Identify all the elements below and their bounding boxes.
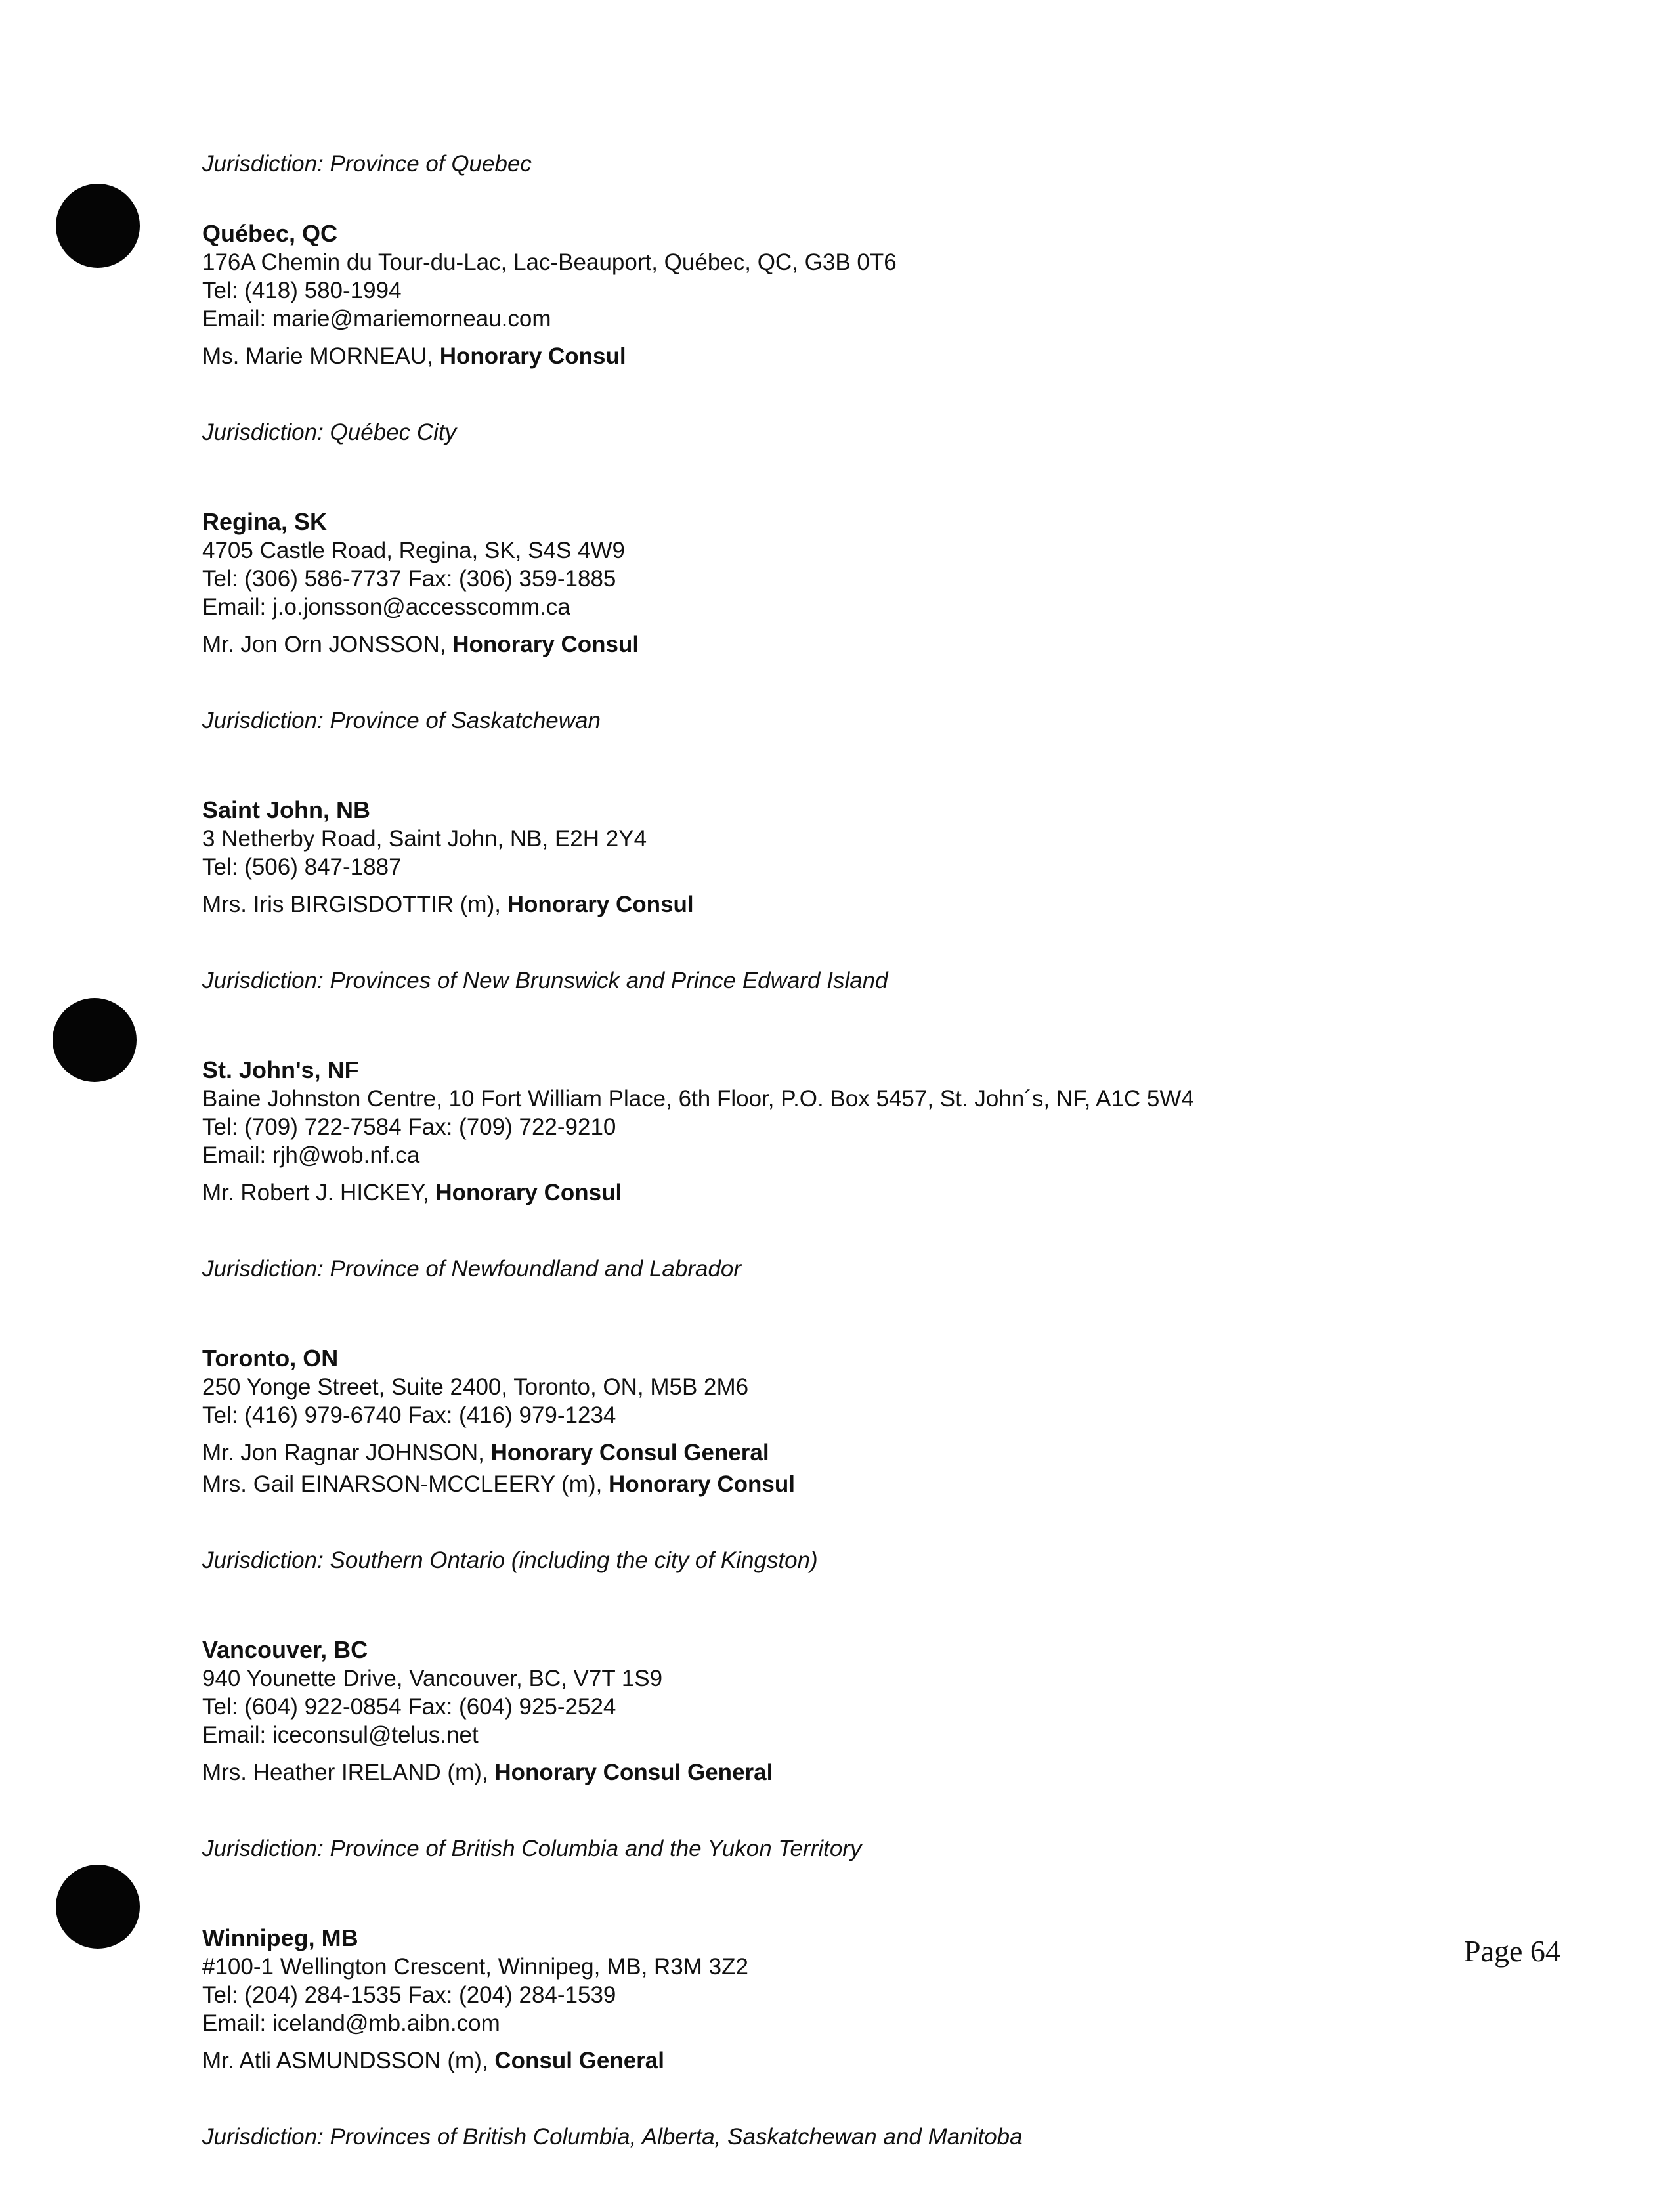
consulate-entry xyxy=(202,1636,1515,1787)
consul-person xyxy=(202,1758,1515,1787)
person-role: Honorary Consul xyxy=(507,892,694,917)
consulate-list xyxy=(202,150,1515,2212)
email: Email: j.o.jonsson@accesscomm.ca xyxy=(202,594,570,620)
consul-person xyxy=(202,1439,1515,1467)
jurisdiction: Jurisdiction: Province of British Columbia and the Yukon Territory xyxy=(202,1836,862,1861)
person-role: Honorary Consul General xyxy=(490,1440,769,1465)
person-role: Consul General xyxy=(494,2048,664,2073)
city-heading: Vancouver, BC xyxy=(202,1636,368,1663)
person-name: Mrs. Heather IRELAND (m), xyxy=(202,1760,495,1785)
city-heading: Saint John, NB xyxy=(202,796,371,823)
punch-hole xyxy=(56,1865,140,1949)
consul-person xyxy=(202,890,1515,919)
phone: Tel: (416) 979-6740 Fax: (416) 979-1234 xyxy=(202,1402,616,1428)
address: 4705 Castle Road, Regina, SK, S4S 4W9 xyxy=(202,538,625,563)
email: Email: iceconsul@telus.net xyxy=(202,1722,479,1748)
person-name: Mr. Atli ASMUNDSSON (m), xyxy=(202,2048,495,2073)
consul-person xyxy=(202,1179,1515,1207)
phone: Tel: (204) 284-1535 Fax: (204) 284-1539 xyxy=(202,1982,616,2008)
city-heading: Regina, SK xyxy=(202,508,328,535)
consulate-entry xyxy=(202,796,1515,919)
person-name: Ms. Marie MORNEAU, xyxy=(202,343,440,369)
consulate-entry xyxy=(202,1056,1515,1207)
email: Email: marie@mariemorneau.com xyxy=(202,306,551,332)
city-heading: Winnipeg, MB xyxy=(202,1924,358,1951)
person-name: Mr. Robert J. HICKEY, xyxy=(202,1180,436,1205)
person-name: Mrs. Gail EINARSON-MCCLEERY (m), xyxy=(202,1471,609,1497)
phone: Tel: (604) 922-0854 Fax: (604) 925-2524 xyxy=(202,1694,616,1720)
address: 250 Yonge Street, Suite 2400, Toronto, ON, M5B 2M6 xyxy=(202,1374,749,1400)
jurisdiction: Jurisdiction: Southern Ontario (including the city of Kingston) xyxy=(202,1548,818,1573)
consulate-entry xyxy=(202,219,1515,371)
person-role: Honorary Consul xyxy=(435,1180,622,1205)
consulate-entry xyxy=(202,508,1515,659)
consulate-entry xyxy=(202,1924,1515,2075)
consul-person xyxy=(202,342,1515,371)
address: #100-1 Wellington Crescent, Winnipeg, MB, R3M 3Z2 xyxy=(202,1954,748,1980)
jurisdiction: Jurisdiction: Québec City xyxy=(202,420,457,445)
consul-person xyxy=(202,630,1515,659)
address: 176A Chemin du Tour-du-Lac, Lac-Beauport, Québec, QC, G3B 0T6 xyxy=(202,249,897,275)
phone: Tel: (418) 580-1994 xyxy=(202,278,402,303)
address: 3 Netherby Road, Saint John, NB, E2H 2Y4 xyxy=(202,826,647,852)
address: Baine Johnston Centre, 10 Fort William Place, 6th Floor, P.O. Box 5457, St. John´s, NF, A1C 5W4 xyxy=(202,1086,1194,1112)
person-name: Mrs. Iris BIRGISDOTTIR (m), xyxy=(202,892,507,917)
city-heading: Toronto, ON xyxy=(202,1345,339,1372)
jurisdiction: Jurisdiction: Province of Saskatchewan xyxy=(202,708,601,733)
top-jurisdiction: Jurisdiction: Province of Quebec xyxy=(202,151,532,177)
consul-person xyxy=(202,2047,1515,2075)
consulate-entry xyxy=(202,1344,1515,1499)
phone: Tel: (506) 847-1887 xyxy=(202,854,402,880)
punch-hole xyxy=(56,184,140,268)
page-number: Page 64 xyxy=(1464,1934,1560,1968)
jurisdiction: Jurisdiction: Province of Newfoundland and Labrador xyxy=(202,1256,742,1282)
city-heading: Québec, QC xyxy=(202,220,338,247)
phone: Tel: (709) 722-7584 Fax: (709) 722-9210 xyxy=(202,1114,616,1140)
email: Email: iceland@mb.aibn.com xyxy=(202,2010,500,2036)
person-role: Honorary Consul General xyxy=(494,1760,773,1785)
email: Email: rjh@wob.nf.ca xyxy=(202,1142,420,1168)
consul-person xyxy=(202,1470,1515,1499)
person-name: Mr. Jon Ragnar JOHNSON, xyxy=(202,1440,491,1465)
person-role: Honorary Consul xyxy=(452,632,639,657)
address: 940 Younette Drive, Vancouver, BC, V7T 1S9 xyxy=(202,1666,663,1691)
jurisdiction: Jurisdiction: Provinces of British Columbia, Alberta, Saskatchewan and Manitoba xyxy=(202,2124,1023,2150)
punch-hole xyxy=(53,998,137,1082)
person-role: Honorary Consul xyxy=(609,1471,795,1497)
person-name: Mr. Jon Orn JONSSON, xyxy=(202,632,453,657)
city-heading: St. John's, NF xyxy=(202,1056,359,1083)
person-role: Honorary Consul xyxy=(439,343,626,369)
phone: Tel: (306) 586-7737 Fax: (306) 359-1885 xyxy=(202,566,616,592)
jurisdiction: Jurisdiction: Provinces of New Brunswick and Prince Edward Island xyxy=(202,968,888,993)
